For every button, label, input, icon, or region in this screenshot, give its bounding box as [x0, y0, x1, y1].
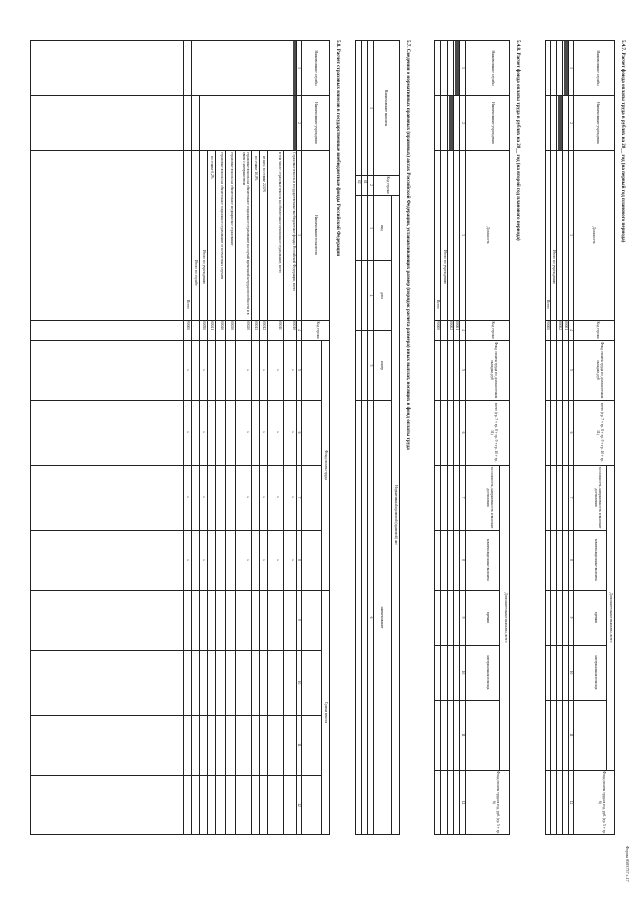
h547-position: Должность — [592, 226, 596, 244]
c58-7: 7 — [297, 496, 301, 499]
r58-label-3: по ставке 10,0% — [254, 156, 258, 181]
h58-code: Код строки — [316, 321, 320, 339]
r548-total-label: Итого по учреждению — [443, 250, 447, 285]
h57-date: дата — [380, 292, 384, 299]
c547-3: 3 — [569, 234, 573, 236]
c58-1: 1 — [297, 67, 301, 69]
r58-code-4: 00020 — [246, 321, 250, 330]
r58-label-2: из них: по ставке 22,0% — [262, 156, 266, 193]
c548-4: 4 — [461, 329, 465, 331]
r57-code-1: 01 — [363, 180, 367, 184]
c547-5: 5 — [569, 369, 573, 371]
h548-institution: Наименование учреждения — [491, 102, 495, 144]
c548-9: 9 — [461, 616, 465, 619]
r548-code-1: 00001 — [455, 321, 459, 330]
c58-8: 8 — [297, 559, 301, 561]
r548-grand-total: Всего — [436, 300, 440, 309]
h57-code: Код строки — [386, 176, 390, 194]
r58-code-0: 00010 — [292, 321, 296, 330]
r547-code-total: 90000 — [546, 321, 550, 330]
h548-salary: Фонд оплаты труда по должностным окладам, руб — [490, 341, 498, 399]
h548-position: Должность — [486, 226, 490, 244]
h57-title: наименование — [380, 606, 384, 629]
c548-2: 2 — [461, 122, 465, 124]
h547-complexity: за сложность, напряженность и высокие достижения — [594, 466, 602, 529]
h548-service: Наименование службы — [491, 50, 495, 86]
h58-service: Наименование службы — [314, 50, 318, 86]
h548-aid: материальная помощь — [486, 655, 490, 690]
h547-bonus: премии — [594, 611, 598, 624]
c58-4: 4 — [297, 329, 301, 331]
r548-code-total: 90000 — [436, 321, 440, 330]
r548-code-2: 00002 — [449, 321, 453, 330]
c58-5: 5 — [297, 369, 301, 371]
h547-compensation: компенсационные выплаты — [594, 539, 598, 581]
r58-code-6: 00040 — [220, 321, 224, 330]
c547-9: 9 — [569, 616, 573, 619]
h57-act: Нормативный правовой (правовой) акт — [394, 485, 398, 545]
c58-9: 9 — [297, 619, 301, 621]
r58-grand-total: Всего — [186, 300, 190, 309]
h547-additional: Дополнительные выплаты, всего — [609, 592, 613, 643]
h548-code: Код строки — [491, 321, 495, 339]
c57-4: 4 — [369, 294, 373, 297]
h57-number: номер — [380, 360, 384, 371]
h548-additional: Дополнительные выплаты, всего — [504, 592, 508, 643]
r58-code-5: 00030 — [230, 321, 234, 330]
r58-label-0: Страховые взносы в государственные внебюджетные фонды Российской Федерации, всего — [292, 152, 296, 292]
r58-label-5: страховые взносы на обязательное медицинское страхование — [230, 152, 234, 246]
c548-6: 6 — [461, 431, 465, 434]
r58-code-9: 90000 — [186, 321, 190, 330]
r57-code-2: 02 — [357, 180, 361, 184]
c58-10: 10 — [297, 680, 301, 685]
r547-grand-total: Всего — [546, 300, 550, 309]
r547-code-1: 00001 — [564, 321, 568, 330]
c547-12: 12 — [569, 800, 573, 805]
h58-indicator: Наименование показателя — [314, 215, 318, 255]
c58-2: 2 — [297, 122, 301, 124]
h548-total: всего (гр. 7 + гр. 8 + гр. 9 + гр. 10 + гр. 11) — [490, 403, 498, 462]
h548-year-fund: Фонд оплаты труда в год, руб. (гр. 5 + гр. 6) — [492, 771, 500, 834]
c57-5: 5 — [369, 364, 373, 367]
c547-8: 8 — [569, 559, 573, 561]
c57-1: 1 — [369, 107, 373, 109]
h548-bonus: премии — [486, 611, 490, 624]
c547-11: 11 — [569, 733, 573, 737]
r58-label-8: Итого по учреждению — [202, 250, 206, 285]
c548-7: 7 — [461, 496, 465, 499]
r58-code-1: 00011 — [278, 321, 282, 330]
r547-code-2: 00002 — [558, 321, 562, 330]
h57-payment: Наименование выплаты — [384, 89, 388, 127]
c57-3: 3 — [369, 227, 373, 229]
h547-code: Код строки — [596, 321, 600, 339]
h548-compensation: компенсационные выплаты — [486, 539, 490, 581]
h58-institution: Наименование учреждения — [314, 102, 318, 144]
section-547-title: 5.4.7. Расчет фонда оплаты труда в рублях на 20__ год (на первый год планового периода) — [620, 40, 625, 243]
h58-contribution: Сумма взноса — [324, 701, 328, 724]
c58-3: 3 — [297, 234, 301, 236]
h547-service: Наименование службы — [596, 50, 600, 86]
c58-11: 11 — [297, 743, 301, 747]
c547-2: 2 — [569, 122, 573, 124]
h547-salary: Фонд оплаты труда по должностным окладам, руб — [596, 341, 604, 399]
h548-complexity: за сложность, напряженность и высокие достижения — [486, 466, 494, 529]
section-548-title: 5.4.8. Расчет фонда оплаты труда в рублях на 20__ год (на второй год планового периода) — [515, 40, 520, 241]
r58-code-8: 00050 — [202, 321, 206, 330]
c547-1: 1 — [569, 67, 573, 69]
c548-8: 8 — [461, 559, 465, 561]
h547-institution: Наименование учреждения — [596, 102, 600, 144]
r58-label-4: страховые взносы на обязательное социальное страхование на случай временной нетрудоспособности и в связи с материнством — [242, 152, 250, 315]
h58-fund: Фонд оплаты труда — [324, 450, 328, 480]
c548-5: 5 — [461, 369, 465, 371]
section-58-title: 5.8. Расчет страховых взносов в государственные внебюджетные фонды Российской Федерации — [335, 40, 340, 257]
r547-total-label: Итого по учреждению — [552, 250, 556, 285]
c547-6: 6 — [569, 431, 573, 434]
c58-12: 12 — [297, 803, 301, 807]
c58-6: 6 — [297, 431, 301, 434]
r58-label-7: по ставке 0,2% — [210, 156, 214, 179]
h547-total: всего (гр. 7 + гр. 8 + гр. 9 + гр. 10 + гр. 11) — [596, 403, 604, 462]
r58-code-3: 00013 — [254, 321, 258, 330]
r58-label-1: в том числе: страховые взносы на обязательное пенсионное страхование, всего — [278, 152, 282, 274]
h57-type: вид — [380, 225, 384, 231]
c548-1: 1 — [461, 67, 465, 69]
form-label: Форма 0503737 с.17 — [625, 846, 630, 882]
h547-year-fund: Фонд оплаты труда в год, руб. (гр. 5 + гр. 6) — [598, 771, 606, 834]
r58-service-total: Итого по службе — [194, 260, 198, 286]
c547-4: 4 — [569, 329, 573, 331]
c548-12: 12 — [461, 800, 465, 805]
c547-10: 10 — [569, 670, 573, 675]
rotated-sheet: Форма 0503737 с.17 5.4.7. Расчет фонда оплаты труда в рублях на 20__ год (на первый год планового периода) Наименование службы Наименование учреждения Должность Код строки Фонд оплаты труда по должностным окладам, руб всего (гр. 7 + гр. 8 + гр. 9 + гр. 10 + гр. 11) Дополнительные выплаты, всего за сложность, напряженность и высокие достижения компенсационные выплаты премии материальная помощь Фонд оплаты труда в год, руб. (гр. 5 + гр. 6) 1 2 3 4 5 6 7 8 9 10 11 12 00001 00002 Итого по учреждению Всего 90000 5.4.8. Расчет фонда оплаты труда в рублях на 20__ год (на второй год планового периода) Наименование службы Наименование учреждения Должность Код строки Фонд оплаты труда по должностным окладам, руб всего (гр. 7 + гр. 8 + гр. 9 + гр. 10 + гр. 11) Дополнительные выплаты, всего за сложность, напряженность и высокие достижения компенсационные выплаты премии материальная помощь Фонд оплаты труда в год, руб. (гр. 5 + гр. 6) 1 2 3 4 5 6 7 8 9 10 11 12 00001 00002 Итого по учреждению Всего 90000 5.7. Сведения о нормативных правовых (правовых) актах Российской Федерации, устанавливающих размер (порядок расчета размера) иных выплат, носящих в фонд оплаты труда Наименование выплаты Код строки Нормативный правовой (правовой) акт вид дата номер наименование 1 2 3 4 5 6 01 02 5.8. Расчет страховых взносов в государственные внебюджетные фонды Российской Федерации Наименование службы Наименование учреждения Наименование показателя Код строки Фонд оплаты труда Сумма взноса 1 2 3 4 5 6 7 8 9 10 11 12 Страховые взносы в государственные внебюджетные фонды Российской Федерации, всего 00010 в том числе: страховые взносы на обязательное пенсионное страхование, всего 00011 из них: по ставке 22,0% 00012 по ставке 10,0% 00013 страховые взносы на обязательное социальное страхование на случай временной нетрудоспособности и в связи с материнством 00020 страховые взносы на обязательное медицинское страхование 00030 страховые взносы на обязательное социальное страхование от несчастных случаев 00040 по ставке 0,2% 00041 Итого по учреждению 00050 Итого по службе Всего 90000 x x x x x x x x x x x x x x x x x x x x x x x x — [0, 0, 640, 905]
r58-code-7: 00041 — [210, 321, 214, 330]
r58-code-2: 00012 — [262, 321, 266, 330]
c57-2: 2 — [369, 184, 373, 186]
c548-3: 3 — [461, 234, 465, 236]
c57-6: 6 — [369, 616, 373, 619]
c548-10: 10 — [461, 670, 465, 675]
c547-7: 7 — [569, 496, 573, 499]
c548-11: 11 — [461, 733, 465, 737]
r58-label-6: страховые взносы на обязательное социальное страхование от несчастных случаев — [220, 152, 224, 279]
section-57-title: 5.7. Сведения о нормативных правовых (правовых) актах Российской Федерации, устанавливающих размер (порядок расчета размера) иных выплат, носящих в фонд оплаты труда — [405, 40, 410, 450]
h547-aid: материальная помощь — [594, 655, 598, 690]
